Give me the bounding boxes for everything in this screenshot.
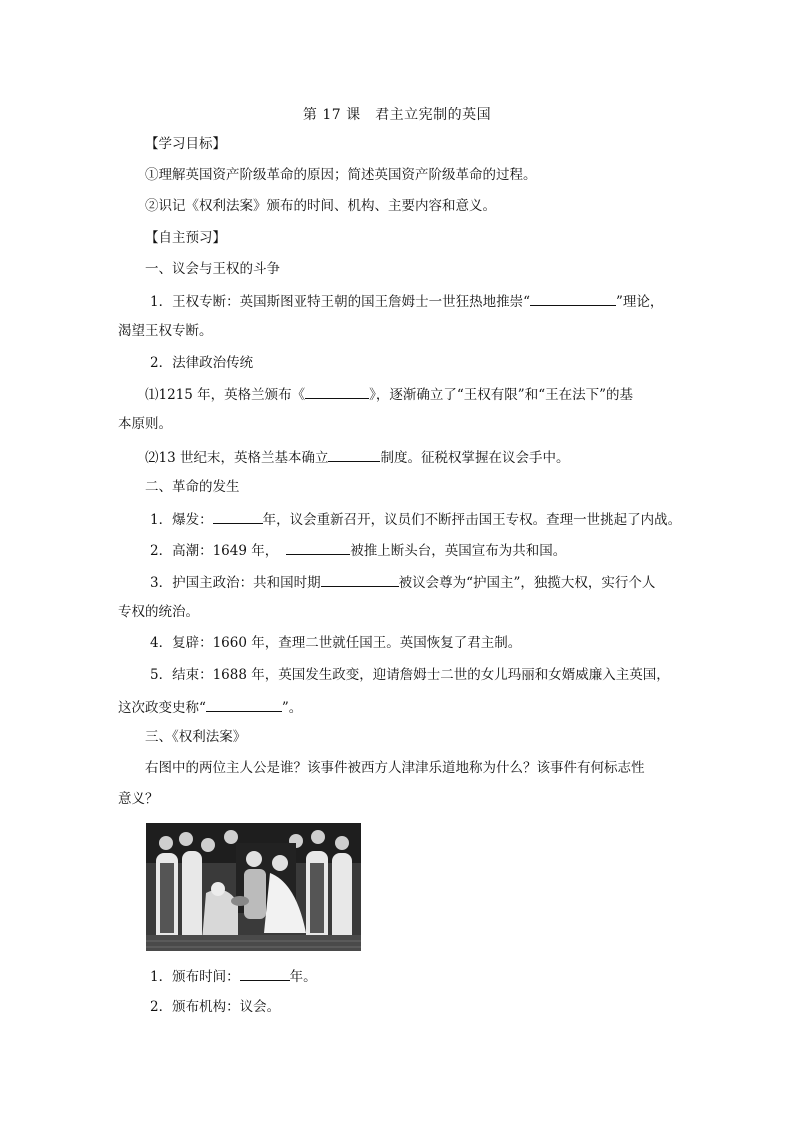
section-1-item-2-1-cont: 本原则。 [118, 416, 172, 432]
section-2-item-1-text-b: 年，议会重新召开，议员们不断抨击国王专权。查理一世挑起了内战。 [262, 512, 682, 528]
section-2-item-3-text-b: 被议会尊为“护国主”，独揽大权，实行个人 [398, 575, 656, 591]
section-1-item-2-2-text-b: 制度。征税权掌握在议会手中。 [380, 450, 570, 466]
section-2-item-2-text-b: 被推上断头台，英国宣布为共和国。 [350, 543, 567, 559]
section-3-item-1-text-a: 1．颁布时间： [150, 969, 240, 985]
section-2-item-3-text-a: 3．护国主政治：共和国时期 [150, 575, 321, 591]
section-2-item-3-cont: 专权的统治。 [118, 604, 199, 620]
section-2-item-3 [150, 572, 655, 592]
section-2-item-2-text-a: 2．高潮：1649 年， [150, 543, 279, 559]
historical-engraving-image [146, 823, 361, 951]
section-3-item-2: 2．颁布机构：议会。 [150, 999, 281, 1015]
preview-heading: 【自主预习】 [145, 230, 226, 246]
section-1-item-2-1 [145, 384, 633, 404]
section-1-item-1-text-b: ”理论， [616, 294, 664, 310]
section-3-item-1 [150, 966, 317, 986]
section-2-item-5: 5．结束：1688 年，英国发生政变，迎请詹姆士二世的女儿玛丽和女婿威廉入主英国， [150, 667, 670, 683]
answer-blank[interactable] [305, 384, 369, 399]
section-1-item-1 [150, 291, 663, 311]
objectives-heading: 【学习目标】 [145, 136, 226, 152]
answer-blank[interactable] [206, 697, 282, 712]
answer-blank[interactable] [321, 572, 399, 587]
section-1-item-1-cont: 渴望王权专断。 [118, 323, 213, 339]
answer-blank[interactable] [328, 447, 380, 462]
section-1-item-2-1-text-a: ⑴1215 年，英格兰颁布《 [145, 387, 306, 403]
answer-blank[interactable] [240, 966, 290, 981]
section-2-item-5-cont [118, 697, 302, 717]
section-2-item-2 [150, 540, 566, 560]
section-2-item-5-cont-text-a: 这次政变史称“ [118, 700, 206, 716]
section-1-item-2-1-text-b: 》，逐渐确立了“王权有限”和“王在法下”的基 [369, 387, 634, 403]
answer-blank[interactable] [213, 509, 263, 524]
section-1-item-2-2 [145, 447, 569, 467]
section-1-heading: 一、议会与王权的斗争 [145, 261, 280, 277]
section-3-heading: 三、《权利法案》 [145, 729, 247, 745]
section-3-item-1-text-b: 年。 [289, 969, 317, 985]
section-3-question: 右图中的两位主人公是谁？该事件被西方人津津乐道地称为什么？该事件有何标志性 [145, 760, 645, 776]
section-1-item-2-2-text-a: ⑵13 世纪末，英格兰基本确立 [145, 450, 329, 466]
section-2-item-1-text-a: 1．爆发： [150, 512, 213, 528]
objective-item-2: ②识记《权利法案》颁布的时间、机构、主要内容和意义。 [145, 198, 496, 214]
section-2-item-1 [150, 509, 681, 529]
section-1-item-2: 2．法律政治传统 [150, 355, 254, 371]
section-2-item-5-cont-text-b: ”。 [281, 700, 303, 716]
objective-item-1: ①理解英国资产阶级革命的原因；简述英国资产阶级革命的过程。 [145, 167, 537, 183]
lesson-title: 第 17 课 君主立宪制的英国 [302, 107, 492, 123]
answer-blank[interactable] [286, 540, 350, 555]
section-1-item-1-text-a: 1．王权专断：英国斯图亚特王朝的国王詹姆士一世狂热地推崇“ [150, 294, 530, 310]
engraving-illustration [146, 823, 361, 951]
section-2-item-4: 4．复辟：1660 年，查理二世就任国王。英国恢复了君主制。 [150, 635, 522, 651]
section-2-heading: 二、革命的发生 [145, 479, 240, 495]
section-3-question-cont: 意义？ [118, 791, 159, 807]
answer-blank[interactable] [530, 291, 616, 306]
